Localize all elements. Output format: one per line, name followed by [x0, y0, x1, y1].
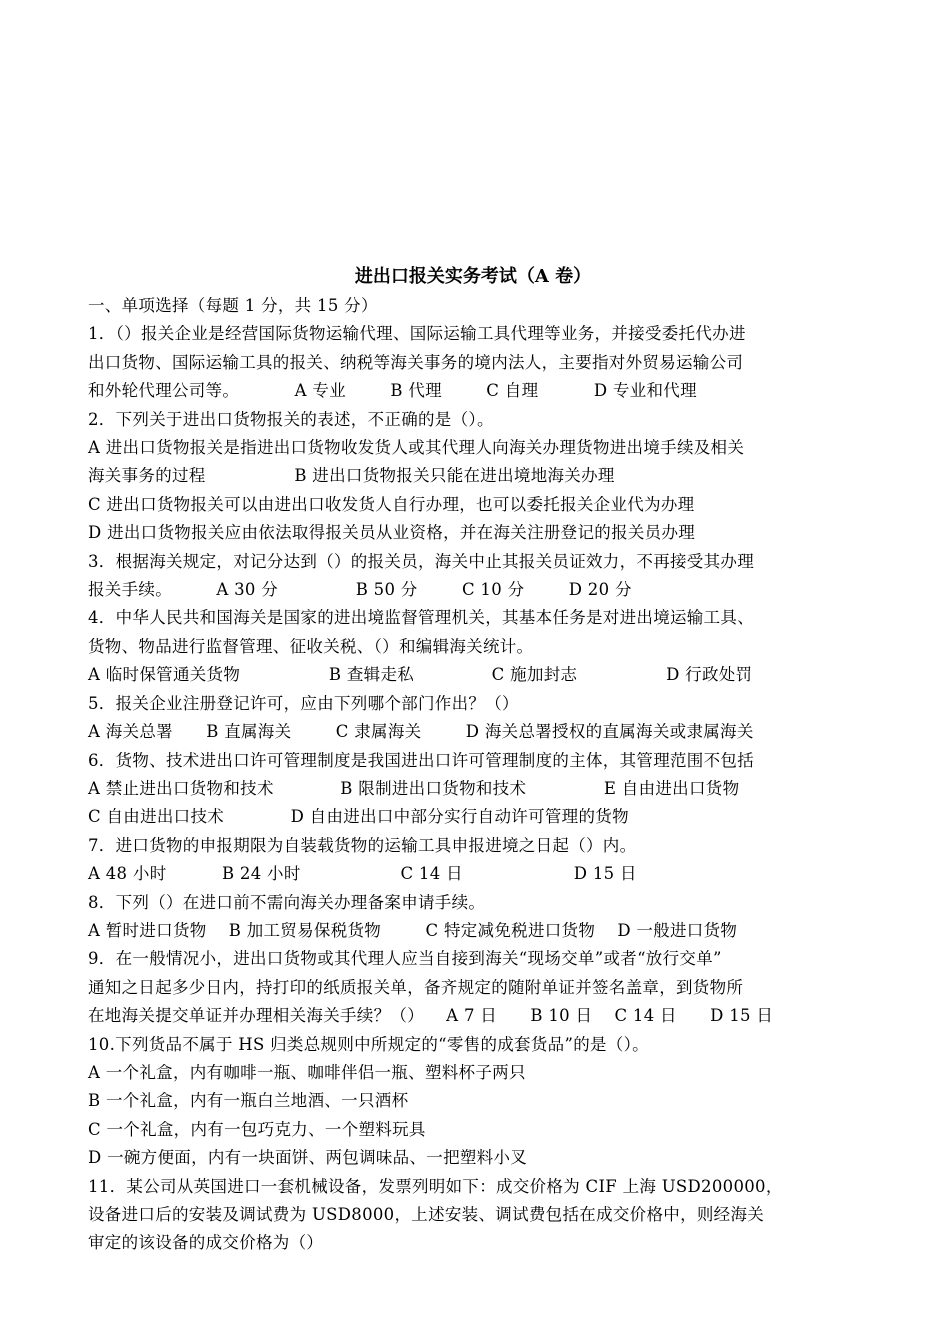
text-line: A 海关总署 B 直属海关 C 隶属海关 D 海关总署授权的直属海关或隶属海关 [88, 722, 754, 742]
text-line: 报关手续。 A 30 分 B 50 分 C 10 分 D 20 分 [88, 580, 632, 600]
text-line: D 进出口货物报关应由依法取得报关员从业资格，并在海关注册登记的报关员办理 [88, 523, 696, 543]
text-line: 9．在一般情况小，进出口货物或其代理人应当自接到海关“现场交单”或者“放行交单” [88, 949, 722, 969]
text-line: A 一个礼盒，内有咖啡一瓶、咖啡伴侣一瓶、塑料杯子两只 [88, 1062, 526, 1082]
text-line: 一、单项选择（每题 1 分，共 15 分） [88, 296, 378, 315]
text-line: A 暂时进口货物 B 加工贸易保税货物 C 特定减免税进口货物 D 一般进口货物 [88, 920, 738, 940]
text-line: 11．某公司从英国进口一套机械设备，发票列明如下：成交价格为 CIF 上海 USD200000， [88, 1176, 783, 1196]
exam-page [88, 262, 858, 1258]
text-line: 和外轮代理公司等。 A 专业 B 代理 C 自理 D 专业和代理 [88, 381, 697, 401]
text-line: A 禁止进出口货物和技术 B 限制进出口货物和技术 E 自由进出口货物 [88, 778, 740, 798]
text-line: 2．下列关于进出口货物报关的表述，不正确的是（）。 [88, 409, 494, 429]
text-line: 在地海关提交单证并办理相关海关手续？（） A 7 日 B 10 日 C 14 日 D 15 日 [88, 1006, 774, 1026]
page-title: 进出口报关实务考试（A 卷） [354, 266, 592, 287]
text-line: A 进出口货物报关是指进出口货物收发货人或其代理人向海关办理货物进出境手续及相关 [88, 438, 745, 458]
text-line: A 48 小时 B 24 小时 C 14 日 D 15 日 [88, 864, 637, 884]
text-line: 通知之日起多少日内，持打印的纸质报关单，备齐规定的随附单证并签名盖章，到货物所 [88, 977, 744, 997]
text-line: C 自由进出口技术 D 自由进出口中部分实行自动许可管理的货物 [88, 807, 629, 827]
text-line: 4．中华人民共和国海关是国家的进出境监督管理机关，其基本任务是对进出境运输工具、 [88, 608, 754, 628]
text-line: B 一个礼盒，内有一瓶白兰地酒、一只酒杯 [88, 1091, 409, 1111]
text-line: A 临时保管通关货物 B 查辑走私 C 施加封志 D 行政处罚 [88, 665, 753, 685]
text-line: 出口货物、国际运输工具的报关、纳税等海关事务的境内法人，主要指对外贸易运输公司 [88, 352, 744, 372]
text-line: 5．报关企业注册登记许可，应由下列哪个部门作出？（） [88, 693, 519, 713]
exam-body [88, 292, 858, 1258]
text-line: 海关事务的过程 B 进出口货物报关只能在进出境地海关办理 [88, 466, 615, 486]
text-line: 审定的该设备的成交价格为（） [88, 1233, 324, 1253]
text-line: 7．进口货物的申报期限为自装载货物的运输工具申报进境之日起（）内。 [88, 835, 637, 855]
text-line: 设备进口后的安装及调试费为 USD8000，上述安装、调试费包括在成交价格中，则经海关 [88, 1205, 765, 1224]
text-line: 8．下列（）在进口前不需向海关办理备案申请手续。 [88, 892, 486, 912]
text-line: D 一碗方便面，内有一块面饼、两包调味品、一把塑料小叉 [88, 1148, 528, 1168]
text-line: 10.下列货品不属于 HS 归类总规则中所规定的“零售的成套货品”的是（）。 [88, 1034, 649, 1054]
text-line: 3．根据海关规定，对记分达到（）的报关员，海关中止其报关员证效力，不再接受其办理 [88, 551, 754, 571]
text-line: 6．货物、技术进出口许可管理制度是我国进出口许可管理制度的主体，其管理范围不包括 [88, 750, 754, 770]
text-line: 货物、物品进行监督管理、征收关税、（）和编辑海关统计。 [88, 636, 534, 656]
text-line: C 一个礼盒，内有一包巧克力、一个塑料玩具 [88, 1119, 426, 1139]
text-line: 1．（）报关企业是经营国际货物运输代理、国际运输工具代理等业务，并接受委托代办进 [88, 324, 746, 344]
text-line: C 进出口货物报关可以由进出口收发货人自行办理，也可以委托报关企业代为办理 [88, 494, 695, 514]
